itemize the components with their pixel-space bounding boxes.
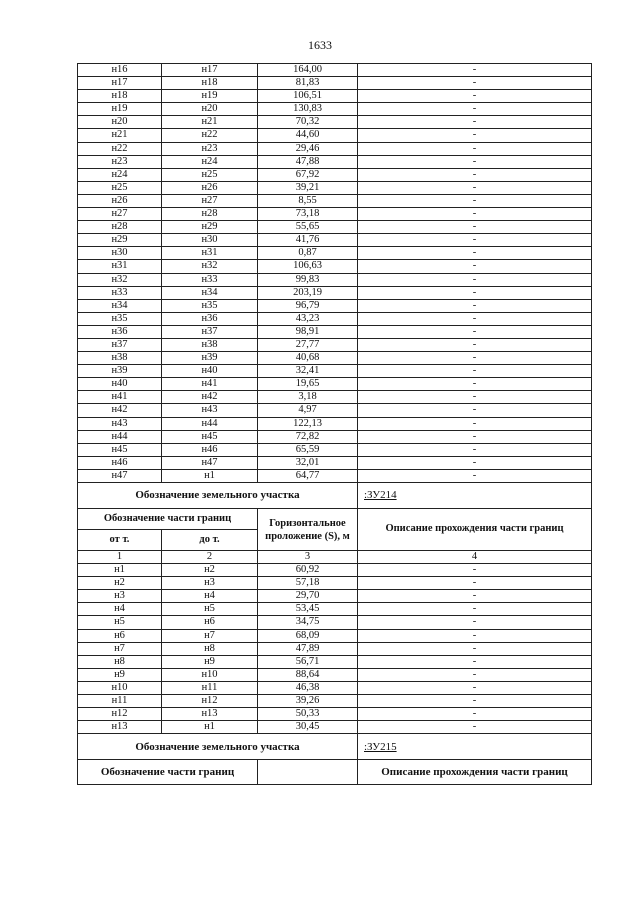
table-row bbox=[78, 603, 592, 616]
to-point: н34 bbox=[162, 286, 258, 299]
from-point: н10 bbox=[78, 681, 162, 694]
horizontal-distance: 55,65 bbox=[258, 221, 358, 234]
to-point: н3 bbox=[162, 577, 258, 590]
table-row bbox=[78, 469, 592, 482]
boundary-description: - bbox=[358, 577, 592, 590]
from-point: н44 bbox=[78, 430, 162, 443]
to-point: н2 bbox=[162, 564, 258, 577]
boundary-description: - bbox=[358, 352, 592, 365]
horizontal-distance: 106,51 bbox=[258, 90, 358, 103]
from-point: н5 bbox=[78, 616, 162, 629]
footer-parts-header: Обозначение части границ bbox=[78, 760, 258, 785]
from-point: н35 bbox=[78, 312, 162, 325]
to-point: н29 bbox=[162, 221, 258, 234]
boundary-description: - bbox=[358, 299, 592, 312]
from-point: н23 bbox=[78, 155, 162, 168]
horizontal-distance: 27,77 bbox=[258, 338, 358, 351]
boundary-description: - bbox=[358, 168, 592, 181]
boundary-description: - bbox=[358, 564, 592, 577]
parts-header: Обозначение части границ bbox=[78, 509, 258, 530]
boundary-description: - bbox=[358, 221, 592, 234]
horizontal-distance: 41,76 bbox=[258, 234, 358, 247]
from-point: н6 bbox=[78, 629, 162, 642]
from-point: н9 bbox=[78, 668, 162, 681]
horizontal-distance: 44,60 bbox=[258, 129, 358, 142]
table-row bbox=[78, 208, 592, 221]
from-point: н32 bbox=[78, 273, 162, 286]
boundary-description: - bbox=[358, 443, 592, 456]
to-point: н42 bbox=[162, 391, 258, 404]
from-point: н28 bbox=[78, 221, 162, 234]
from-point: н22 bbox=[78, 142, 162, 155]
to-point: н19 bbox=[162, 90, 258, 103]
table-row bbox=[78, 234, 592, 247]
table-row bbox=[78, 417, 592, 430]
horizontal-distance: 60,92 bbox=[258, 564, 358, 577]
from-point: н42 bbox=[78, 404, 162, 417]
from-point: н2 bbox=[78, 577, 162, 590]
footer-description-header: Описание прохождения части границ bbox=[358, 760, 592, 785]
table-row bbox=[78, 260, 592, 273]
horizontal-distance: 70,32 bbox=[258, 116, 358, 129]
horizontal-distance: 98,91 bbox=[258, 325, 358, 338]
boundary-description: - bbox=[358, 721, 592, 734]
horizontal-distance: 203,19 bbox=[258, 286, 358, 299]
to-point: н21 bbox=[162, 116, 258, 129]
plot-code-zu214: :ЗУ214 bbox=[358, 483, 592, 509]
from-point: н31 bbox=[78, 260, 162, 273]
to-point: н12 bbox=[162, 695, 258, 708]
to-point: н35 bbox=[162, 299, 258, 312]
horizontal-distance: 43,23 bbox=[258, 312, 358, 325]
table-row bbox=[78, 312, 592, 325]
to-point: н23 bbox=[162, 142, 258, 155]
horizontal-distance: 99,83 bbox=[258, 273, 358, 286]
from-point: н21 bbox=[78, 129, 162, 142]
description-header: Описание прохождения части границ bbox=[358, 509, 592, 551]
boundary-description: - bbox=[358, 365, 592, 378]
boundary-description: - bbox=[358, 116, 592, 129]
to-point: н27 bbox=[162, 194, 258, 207]
to-point: н39 bbox=[162, 352, 258, 365]
plot-label: Обозначение земельного участка bbox=[78, 483, 358, 509]
to-point: н32 bbox=[162, 260, 258, 273]
table-row bbox=[78, 365, 592, 378]
table-row bbox=[78, 64, 592, 77]
col-number-4: 4 bbox=[358, 551, 592, 564]
boundary-description: - bbox=[358, 234, 592, 247]
table-row bbox=[78, 325, 592, 338]
table-row bbox=[78, 642, 592, 655]
to-point: н10 bbox=[162, 668, 258, 681]
boundary-description: - bbox=[358, 456, 592, 469]
from-point: н45 bbox=[78, 443, 162, 456]
table-row bbox=[78, 577, 592, 590]
horizontal-distance: 53,45 bbox=[258, 603, 358, 616]
horizontal-distance: 50,33 bbox=[258, 708, 358, 721]
boundary-description: - bbox=[358, 338, 592, 351]
boundary-description: - bbox=[358, 155, 592, 168]
from-point: н1 bbox=[78, 564, 162, 577]
table-row bbox=[78, 168, 592, 181]
horizontal-distance: 47,88 bbox=[258, 155, 358, 168]
boundary-description: - bbox=[358, 77, 592, 90]
horizontal-distance: 122,13 bbox=[258, 417, 358, 430]
table-row bbox=[78, 456, 592, 469]
from-point: н3 bbox=[78, 590, 162, 603]
to-point: н47 bbox=[162, 456, 258, 469]
from-point: н24 bbox=[78, 168, 162, 181]
table-row bbox=[78, 103, 592, 116]
table-row bbox=[78, 221, 592, 234]
table-row bbox=[78, 391, 592, 404]
horizontal-distance: 30,45 bbox=[258, 721, 358, 734]
from-point: н37 bbox=[78, 338, 162, 351]
boundary-description: - bbox=[358, 64, 592, 77]
horizontal-distance: 46,38 bbox=[258, 681, 358, 694]
footer-empty-cell bbox=[258, 760, 358, 785]
table-row bbox=[78, 142, 592, 155]
to-point: н6 bbox=[162, 616, 258, 629]
to-point: н11 bbox=[162, 681, 258, 694]
table-row bbox=[78, 564, 592, 577]
horizontal-distance: 73,18 bbox=[258, 208, 358, 221]
table-row bbox=[78, 194, 592, 207]
horizontal-distance: 34,75 bbox=[258, 616, 358, 629]
from-point: н16 bbox=[78, 64, 162, 77]
table-row bbox=[78, 90, 592, 103]
from-point: н43 bbox=[78, 417, 162, 430]
table-row bbox=[78, 286, 592, 299]
table-row bbox=[78, 116, 592, 129]
boundary-description: - bbox=[358, 708, 592, 721]
to-point: н33 bbox=[162, 273, 258, 286]
table-row bbox=[78, 430, 592, 443]
page-number: 1633 bbox=[308, 38, 332, 52]
horizontal-distance: 32,41 bbox=[258, 365, 358, 378]
to-point: н1 bbox=[162, 469, 258, 482]
to-point: н26 bbox=[162, 181, 258, 194]
table-row bbox=[78, 443, 592, 456]
table-row bbox=[78, 129, 592, 142]
plot-code-zu215: :ЗУ215 bbox=[358, 734, 592, 760]
boundary-rows-zu214 bbox=[78, 64, 592, 483]
col-number-2: 2 bbox=[162, 551, 258, 564]
from-point: н41 bbox=[78, 391, 162, 404]
table-row bbox=[78, 404, 592, 417]
horizontal-distance: 106,63 bbox=[258, 260, 358, 273]
boundary-description: - bbox=[358, 90, 592, 103]
horizontal-distance: 130,83 bbox=[258, 103, 358, 116]
table-row bbox=[78, 668, 592, 681]
table-row bbox=[78, 629, 592, 642]
horizontal-distance: 32,01 bbox=[258, 456, 358, 469]
boundary-description: - bbox=[358, 286, 592, 299]
boundary-description: - bbox=[358, 404, 592, 417]
table-row bbox=[78, 695, 592, 708]
from-point: н40 bbox=[78, 378, 162, 391]
table-row bbox=[78, 708, 592, 721]
to-point: н44 bbox=[162, 417, 258, 430]
to-point: н31 bbox=[162, 247, 258, 260]
from-point: н11 bbox=[78, 695, 162, 708]
horizontal-distance: 96,79 bbox=[258, 299, 358, 312]
table-row bbox=[78, 590, 592, 603]
boundary-description: - bbox=[358, 391, 592, 404]
to-point: н18 bbox=[162, 77, 258, 90]
from-point: н13 bbox=[78, 721, 162, 734]
horizontal-distance: 8,55 bbox=[258, 194, 358, 207]
horizontal-distance: 72,82 bbox=[258, 430, 358, 443]
to-point: н46 bbox=[162, 443, 258, 456]
to-point: н4 bbox=[162, 590, 258, 603]
from-point: н20 bbox=[78, 116, 162, 129]
to-point: н1 bbox=[162, 721, 258, 734]
horizontal-distance: 47,89 bbox=[258, 642, 358, 655]
to-point: н36 bbox=[162, 312, 258, 325]
boundary-description: - bbox=[358, 642, 592, 655]
table-row bbox=[78, 352, 592, 365]
horizontal-distance: 64,77 bbox=[258, 469, 358, 482]
boundary-table bbox=[77, 63, 592, 785]
boundary-description: - bbox=[358, 603, 592, 616]
boundary-description: - bbox=[358, 469, 592, 482]
boundary-description: - bbox=[358, 681, 592, 694]
boundary-description: - bbox=[358, 629, 592, 642]
table-row bbox=[78, 181, 592, 194]
horizontal-distance: 57,18 bbox=[258, 577, 358, 590]
boundary-description: - bbox=[358, 430, 592, 443]
from-point: н29 bbox=[78, 234, 162, 247]
to-point: н43 bbox=[162, 404, 258, 417]
table-row bbox=[78, 616, 592, 629]
to-point: н24 bbox=[162, 155, 258, 168]
from-point: н8 bbox=[78, 655, 162, 668]
table-row bbox=[78, 155, 592, 168]
from-point: н26 bbox=[78, 194, 162, 207]
boundary-description: - bbox=[358, 142, 592, 155]
to-point: н20 bbox=[162, 103, 258, 116]
plot-title-row-zu215 bbox=[78, 734, 592, 760]
table-row bbox=[78, 655, 592, 668]
from-point: н17 bbox=[78, 77, 162, 90]
horizontal-distance: 19,65 bbox=[258, 378, 358, 391]
horizontal-distance: 67,92 bbox=[258, 168, 358, 181]
boundary-description: - bbox=[358, 194, 592, 207]
col-number-1: 1 bbox=[78, 551, 162, 564]
to-point: н25 bbox=[162, 168, 258, 181]
from-point: н47 bbox=[78, 469, 162, 482]
table-row bbox=[78, 77, 592, 90]
boundary-description: - bbox=[358, 129, 592, 142]
boundary-description: - bbox=[358, 103, 592, 116]
from-point: н33 bbox=[78, 286, 162, 299]
boundary-description: - bbox=[358, 616, 592, 629]
to-point: н45 bbox=[162, 430, 258, 443]
to-point: н40 bbox=[162, 365, 258, 378]
boundary-description: - bbox=[358, 378, 592, 391]
table-row bbox=[78, 247, 592, 260]
table-row bbox=[78, 378, 592, 391]
boundary-description: - bbox=[358, 417, 592, 430]
footer-header-row bbox=[78, 760, 592, 785]
to-point: н28 bbox=[162, 208, 258, 221]
boundary-description: - bbox=[358, 312, 592, 325]
to-point: н37 bbox=[162, 325, 258, 338]
to-point: н13 bbox=[162, 708, 258, 721]
from-point: н7 bbox=[78, 642, 162, 655]
from-point: н30 bbox=[78, 247, 162, 260]
table-row bbox=[78, 681, 592, 694]
horizontal-distance: 65,59 bbox=[258, 443, 358, 456]
horizontal-distance: 29,70 bbox=[258, 590, 358, 603]
table-row bbox=[78, 721, 592, 734]
from-point: н4 bbox=[78, 603, 162, 616]
plot-label: Обозначение земельного участка bbox=[78, 734, 358, 760]
to-point: н22 bbox=[162, 129, 258, 142]
horizontal-distance: 0,87 bbox=[258, 247, 358, 260]
column-numbers-row bbox=[78, 551, 592, 564]
to-point: н17 bbox=[162, 64, 258, 77]
col-number-3: 3 bbox=[258, 551, 358, 564]
horizontal-distance: 39,21 bbox=[258, 181, 358, 194]
boundary-description: - bbox=[358, 590, 592, 603]
horizontal-distance: 81,83 bbox=[258, 77, 358, 90]
boundary-rows-zu215 bbox=[78, 564, 592, 734]
boundary-description: - bbox=[358, 273, 592, 286]
from-point: н27 bbox=[78, 208, 162, 221]
horizontal-distance: 68,09 bbox=[258, 629, 358, 642]
from-point: н19 bbox=[78, 103, 162, 116]
from-point: н36 bbox=[78, 325, 162, 338]
header-row bbox=[78, 509, 592, 530]
boundary-description: - bbox=[358, 655, 592, 668]
horizontal-header: Горизонтальное проложение (S), м bbox=[258, 509, 358, 551]
boundary-description: - bbox=[358, 668, 592, 681]
to-point: н30 bbox=[162, 234, 258, 247]
horizontal-distance: 164,00 bbox=[258, 64, 358, 77]
from-point: н39 bbox=[78, 365, 162, 378]
horizontal-distance: 56,71 bbox=[258, 655, 358, 668]
horizontal-distance: 3,18 bbox=[258, 391, 358, 404]
to-point: н8 bbox=[162, 642, 258, 655]
boundary-description: - bbox=[358, 247, 592, 260]
horizontal-distance: 40,68 bbox=[258, 352, 358, 365]
from-point: н38 bbox=[78, 352, 162, 365]
to-point: н38 bbox=[162, 338, 258, 351]
to-point: н9 bbox=[162, 655, 258, 668]
table-row bbox=[78, 299, 592, 312]
from-header: от т. bbox=[78, 530, 162, 551]
horizontal-distance: 39,26 bbox=[258, 695, 358, 708]
boundary-description: - bbox=[358, 325, 592, 338]
boundary-description: - bbox=[358, 695, 592, 708]
from-point: н25 bbox=[78, 181, 162, 194]
table-row bbox=[78, 273, 592, 286]
from-point: н12 bbox=[78, 708, 162, 721]
to-point: н7 bbox=[162, 629, 258, 642]
to-header: до т. bbox=[162, 530, 258, 551]
boundary-description: - bbox=[358, 181, 592, 194]
horizontal-distance: 88,64 bbox=[258, 668, 358, 681]
table-row bbox=[78, 338, 592, 351]
boundary-description: - bbox=[358, 260, 592, 273]
boundary-description: - bbox=[358, 208, 592, 221]
to-point: н41 bbox=[162, 378, 258, 391]
horizontal-distance: 29,46 bbox=[258, 142, 358, 155]
from-point: н34 bbox=[78, 299, 162, 312]
from-point: н18 bbox=[78, 90, 162, 103]
to-point: н5 bbox=[162, 603, 258, 616]
horizontal-distance: 4,97 bbox=[258, 404, 358, 417]
from-point: н46 bbox=[78, 456, 162, 469]
plot-title-row-zu214 bbox=[78, 483, 592, 509]
